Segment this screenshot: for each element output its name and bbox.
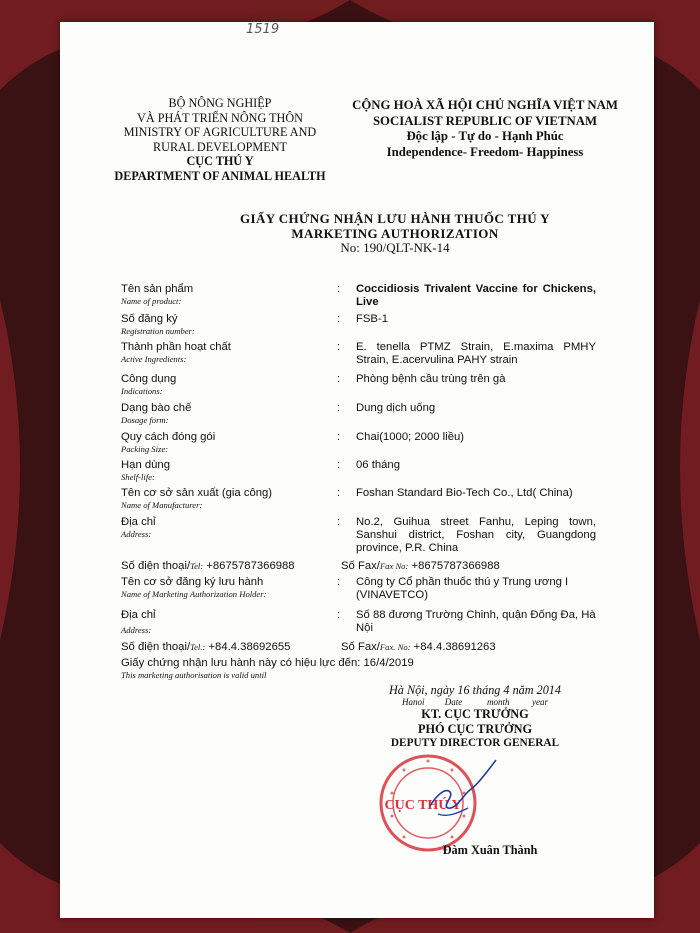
manufacturer-label: Tên cơ sở sản xuất (gia công) [121, 487, 273, 499]
title-en: MARKETING AUTHORIZATION [291, 225, 499, 241]
signature-block [330, 683, 620, 751]
stamp-text: CỤC THÚ Y [384, 798, 462, 813]
colon: : [337, 373, 341, 385]
document-number: No: 190/QLT-NK-14 [340, 240, 450, 255]
ingredients-value: E. tenella PTMZ Strain, E.maxima PMHY Strain, E.acervulina PAHY strain [356, 341, 596, 366]
indications-value: Phòng bệnh cầu trùng trên gà [356, 373, 506, 385]
manufacturer-address-label: Địa chỉ [121, 516, 156, 528]
republic-vi: CỘNG HOÀ XÃ HỘI CHỦ NGHĨA VIỆT NAM [352, 98, 618, 112]
holder-phone-row [121, 641, 290, 654]
product-label: Tên sản phẩm [121, 283, 194, 295]
product-value: Coccidiosis Trivalent Vaccine for Chickens, Live [356, 283, 596, 308]
holder-value: Công ty Cổ phần thuốc thú y Trung ương I (VINAVETCO) [356, 576, 569, 601]
manufacturer-label-en: Name of Manufacturer: [121, 500, 203, 510]
colon: : [337, 402, 341, 414]
signer-name: Đàm Xuân Thành [442, 843, 538, 857]
ministry-vi-2: VÀ PHÁT TRIỂN NÔNG THÔN [137, 110, 303, 125]
ministry-en-1: MINISTRY OF AGRICULTURE AND [123, 125, 317, 139]
republic-en: SOCIALIST REPUBLIC OF VIETNAM [372, 113, 598, 128]
ministry-vi-1: BỘ NÔNG NGHIỆP [168, 96, 272, 110]
dosage-value: Dung dịch uống [356, 402, 436, 414]
manufacturer-address-label-en: Address: [121, 529, 152, 539]
phone-label-en: Tel.: [190, 642, 206, 652]
holder-fax-row [341, 641, 496, 654]
colon: : [337, 487, 341, 499]
registration-value: FSB-1 [356, 313, 389, 325]
packing-label: Quy cách đóng gói [121, 431, 216, 443]
holder-address-label-en: Address: [121, 625, 152, 635]
holder-address-label: Địa chỉ [121, 609, 156, 621]
shelf-life-label: Hạn dùng [121, 459, 170, 471]
colon: : [337, 431, 341, 443]
ministry-en-2: RURAL DEVELOPMENT [153, 139, 287, 154]
handwritten-number: 1519 [246, 22, 280, 37]
holder-label-en: Name of Marketing Authorization Holder: [121, 589, 267, 599]
product-label-en: Name of product: [121, 296, 182, 306]
colon: : [337, 283, 341, 295]
manufacturer-fax-value: +8675787366988 [411, 560, 500, 572]
validity-value: 16/4/2019 [363, 657, 414, 669]
packing-value: Chai(1000; 2000 liều) [356, 431, 465, 443]
dosage-label: Dạng bào chế [121, 402, 192, 414]
motto-en: Independence- Freedom- Happiness [386, 144, 584, 159]
holder-address-value: Số 88 đương Trường Chinh, quận Đống Đa, Hà Nội [356, 609, 596, 634]
department-en: DEPARTMENT OF ANIMAL HEALTH [114, 168, 326, 183]
packing-label-en: Packing Size: [121, 444, 169, 454]
manufacturer-value: Foshan Standard Bio-Tech Co., Ltd( China) [356, 487, 573, 499]
official-stamp-seal [378, 748, 498, 858]
manufacturer-phone-row [121, 560, 295, 573]
manufacturer-address-value: No.2, Guihua street Fanhu, Leping town, Sanshui district, Foshan city, Guangdong province, P.R. China [356, 516, 596, 554]
registration-label: Số đăng ký [121, 313, 178, 325]
validity-row [121, 657, 414, 670]
issue-date-labels: Hanoi Date month year [402, 697, 548, 707]
manufacturer-phone-value: +8675787366988 [206, 560, 295, 572]
indications-label-en: Indications: [121, 386, 163, 396]
colon: : [337, 576, 341, 588]
colon: : [337, 459, 341, 471]
phone-label: Số điện thoại/ [121, 560, 191, 572]
signer-title-1: KT. CỤC TRƯỞNG [421, 707, 529, 721]
fax-label: Số Fax/ [341, 641, 380, 653]
holder-phone-value: +84.4.38692655 [208, 641, 291, 653]
validity-label-en: This marketing authorisation is valid until [121, 670, 267, 680]
title-vi: GIẤY CHỨNG NHẬN LƯU HÀNH THUỐC THÚ Y [240, 211, 550, 226]
shelf-life-value: 06 tháng [356, 459, 400, 471]
fax-label-en: Fax No: [379, 561, 409, 571]
colon: : [337, 516, 341, 528]
phone-label-en: Tel: [190, 561, 204, 571]
colon: : [337, 313, 341, 325]
signer-title-en: DEPUTY DIRECTOR GENERAL [390, 737, 560, 749]
colon: : [337, 609, 341, 621]
issue-date: Hà Nội, ngày 16 tháng 4 năm 2014 [389, 683, 561, 697]
holder-label: Tên cơ sở đăng ký lưu hành [121, 576, 264, 588]
shelf-life-label-en: Shelf-life: [121, 472, 155, 482]
signer-title-2: PHÓ CỤC TRƯỞNG [417, 721, 533, 736]
phone-label: Số điện thoại/ [121, 641, 191, 653]
dosage-label-en: Dosage form: [121, 415, 169, 425]
colon: : [337, 341, 341, 353]
fax-label: Số Fax/ [341, 560, 380, 572]
motto-vi: Độc lập - Tự do - Hạnh Phúc [406, 129, 564, 143]
ingredients-label: Thành phần hoạt chất [121, 341, 231, 353]
department-vi: CỤC THÚ Y [186, 154, 254, 168]
fax-label-en: Fax. No: [379, 642, 411, 652]
ingredients-label-en: Active Ingredients: [121, 354, 187, 364]
validity-label: Giấy chứng nhận lưu hành này có hiệu lực đến: [121, 657, 361, 669]
registration-label-en: Registration number: [121, 326, 195, 336]
manufacturer-fax-row [341, 560, 500, 573]
holder-fax-value: +84.4.38691263 [413, 641, 496, 653]
indications-label: Công dụng [121, 373, 177, 385]
